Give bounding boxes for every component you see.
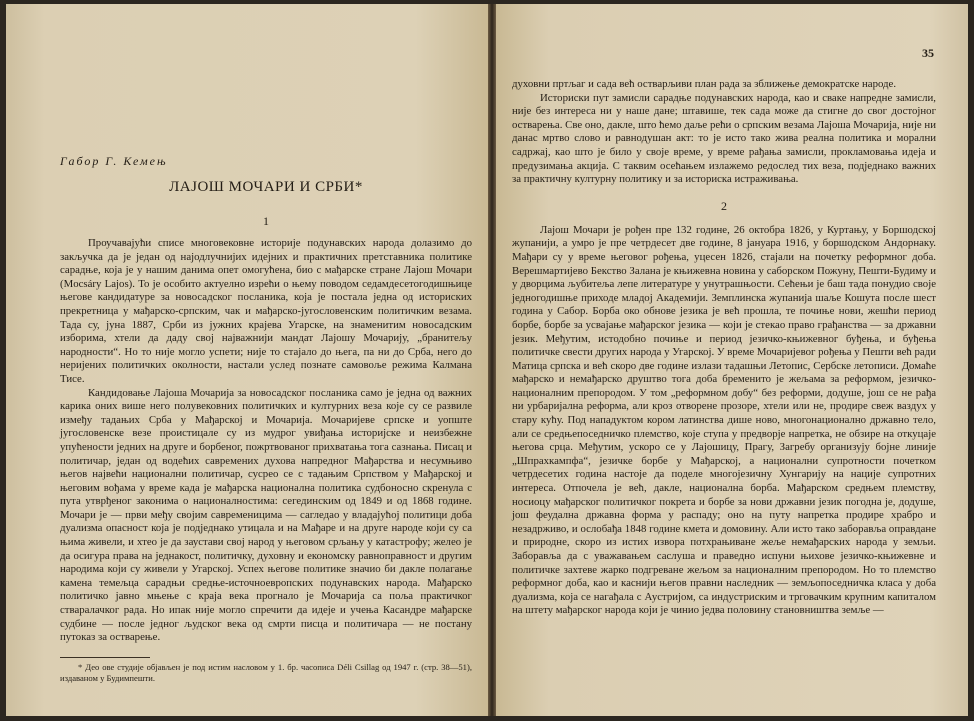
right-paragraph-2: Лајош Мочари је рођен пре 132 године, 26 октобра 1826, у Куртању, у Боршодској жупанији, а умро је пре четрдесет две године, 8 јануара 1916, у боршодском Андорнаку. Мађари су у време његовог рођења, уцесен 1826, стајали на почетку реформног доба. Верешмартијево Бекство Залана је књижевна новина у саборском Пожуну, Пешти-Будиму и у дворцима љубитеља лепе литературе у унутрашњости. Сећењи је баш тада понудио своје једногодишње приходе младој Академији. Земплинска жупанија шаље Кошута после шест година у Сабор. Борба око обнове језика је већ прошла, те почиње нови, жешћи период борбе, борбе за усвајање мађарског језика — који је стекао право грађанства — за државни језик. Међутим, истодобно почиње и период језичко-књижевног буђења, и буђења политичке свести других народа у Угарској. У време Мочаријевог рођења у Пешти већ ради Матица српска и већ скоро две године излази тадашњи Летопис, Сербске летописи. Домаће мађарско и немађарско друштво тога доба бременито је жељама за реформом, језичко-националним препородом. У том „реформном добу“ без реформи, додуше, још се не рађа ни урбаријална реформа, али кроз отворене прозоре, хтели или не, продире свеж ваздух у стару кућу. Под нападуктом кором латинства дише ново, многонационално државно тело, али се средњепоседничко племство, које ступа у предворје напретка, не обзире на откуцаје његова срца. Међутим, ускоро се у Лајошицу, Прагу, Загребу организују бојне линије „Шпрахкампфа“, језичке борбе у Мађарској, а национални супротности почетком четрдесетих година настоје да поделе многојезичну Хунгарију на нације супротних интереса. Отпочела је већ, дакле, национална борба. Мађарском средњем племству, носиоцу мађарског политичког покрета и борбе за нови државни језик погодна је, додуше, још феудална државна форма у распаду; оно на путу напретка продире храбро и незадрживо, и ослобађа 1848 године кмета и домовину. Али исто тако заборавља оправдане и природне, скоро из истих извора потхрањиване жеље немађарских народа у земљи. Заборавља да с уважавањем саслуша и праведно испуни њихове језичко-књижевне и политичке захтеве жарко подгреване жељом за националним препородом. Но то племство реформног доба, као и каснији његов правни наследник — земљопоседничка класа у доба дуализма, која се нагађала с Аустријом, са индустриским и трговачким крупним капиталом на штету мађарског народа који је чинио једва половину становништва земље — <box>512 223 936 617</box>
footnote: * Део ове студије објављен је под истим насловом у 1. бр. часописа Déli Csillag од 1947 г. (стр. 38—51), издаваном у Будимпешти. <box>60 661 472 683</box>
left-page <box>6 4 488 716</box>
book-spread <box>6 4 968 716</box>
article-title: ЛАЈОШ МОЧАРИ И СРБИ* <box>169 179 363 195</box>
right-page <box>492 4 968 716</box>
book-gutter <box>488 4 496 716</box>
section-number-2: 2 <box>721 198 727 213</box>
left-paragraph-1: Проучавајући списе многовековне историје подунавских народа долазимо до закључка да је један од најодлучнијих идејних и практичних претставника политике сарадње, која је у нашим данима опет омогућена, био с мађарске стране Лајош Мочари (Mocsáry Lajos). То је особито актуелно изрећи о њему поводом седамдесетогодишњице његове кандидатуре за новосадског посланика, која је постала једна од историских прекретница у мађарско-српским, чак и мађарско-југословенским политичким везама. Тада су, јуна 1887, Срби из јужних крајева Угарске, на знаменитим новосадским изборима, хтели да даду свој најважнији мандат Лајошу Мочарију, „бранитељу народности“. Но то није могло успети; није то стајало до њега, па ни до Срба, него до неријених политичких околности, настали услед познате самовоље режима Калмана Тисе. <box>60 237 472 385</box>
page-number: 35 <box>922 46 934 60</box>
right-continuation: духовни пртљаг и сада већ остварљиви план рада за зближење демократске народе. <box>512 78 897 90</box>
author-name: Габор Г. Кемењ <box>60 154 168 168</box>
footnote-rule <box>60 657 150 658</box>
section-number-1: 1 <box>263 214 269 228</box>
right-paragraph-1: Историски пут замисли сарадње подунавских народа, као и сваке напредне замисли, није без интереса ни у наше дане; штавише, тек сада може да стигне до свог достојног остварења. Све оно, дакле, што ћемо даље рећи о српским везама Лајоша Мочарија, није ни данас мртво слово и равнодушан акт: то је исто тако жива реална политика и морални садржај, као што је било у своје време, у време рађања замисли, прокламовања идеја и предузимања акција. С таквим осећањем излажемо редослед тих веза, подједнако важних за практичну културну политику и за историска истраживања. <box>512 91 936 186</box>
left-paragraph-2: Кандидовање Лајоша Мочарија за новосадског посланика само је једна од важних карика оних више него полувековних политичких и културних веза које су се развиле између тадањих Срба у Мађарској и Мочарија. Мочаријеве српске и уопште југословенске везе проистицале су из мудрог увиђања историјске и неизбежне упућености једних на друге и борбеног, пожртвованог прихватања тога сазнања. Писац и политичар, један од водећих савремених духова напредног Мађарства и несумњиво његов највећи национални политичар, сусрео се с тадањим Српством у Мађарској и његовим вођама у време када је мађарска национална политика судбоносно скренула с пута утврђеног законима о националностима: сегединским од 1849 и од 1868 године. Мочари је — први међу својим савременицима — сагледао у владајућој политици доба дуализма опасност која је подједнако утицала и на Мађаре и на друге народе који су са њима живели, и хтео је да заустави свој народ у његовом срљању у катастрофу; желео је да осигура права на једнакост, политичку, духовну и економску равноправност и другим народима који су живели у Угарској. Успех његове политике значио би дакле полагање камена темељца сарадњи средње-источноевропских подунавских народа. Мађарско политичко јавно мњење с краја века прогнало је Мочарија са поља практичког стваралачког рада. Но ипак није могло спречити да идеје и учења Касандре мађарске судбине — после једног људског века од смрти писца и политичара — не постану путоказ за остварење. <box>60 386 472 644</box>
